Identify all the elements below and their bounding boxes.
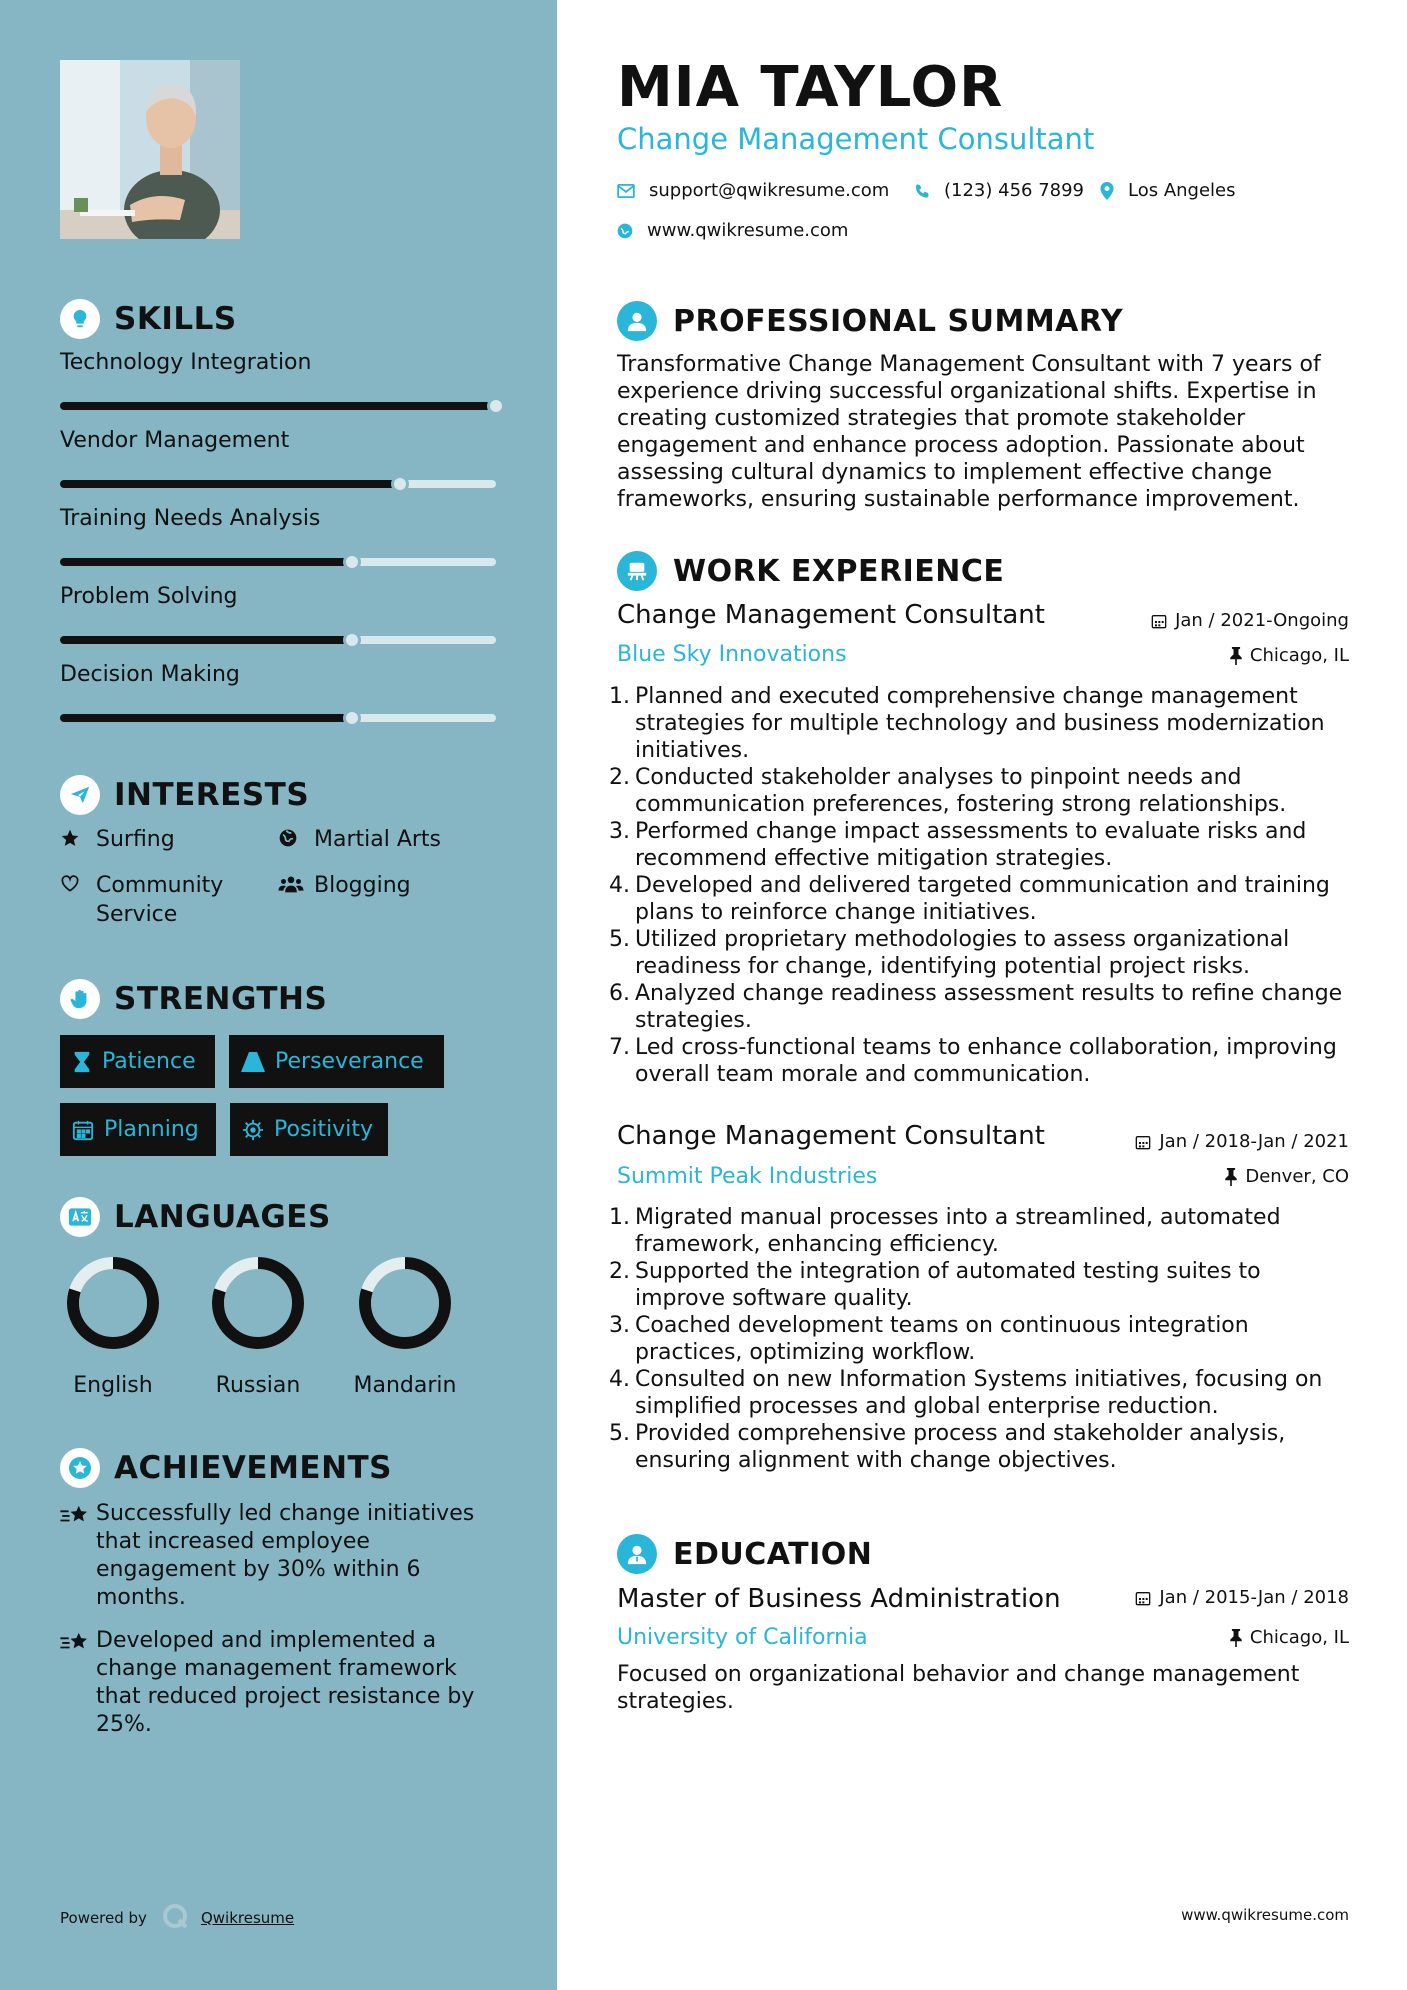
shooting-star-icon [60, 1627, 96, 1657]
user-icon [617, 301, 657, 341]
contact-email[interactable] [617, 180, 889, 201]
interest-label: Surfing [96, 827, 175, 852]
heart-outline-icon [60, 871, 90, 894]
phone-icon [914, 183, 930, 199]
paper-plane-icon [60, 775, 100, 815]
interest-item [60, 871, 260, 929]
skill-item [60, 428, 496, 453]
list-item: 6. Analyzed change readiness assessment results to refine change strategies. [609, 981, 1343, 1033]
footer-website[interactable]: www.qwikresume.com [1181, 1906, 1349, 1924]
education-date-text: Jan / 2015-Jan / 2018 [1159, 1587, 1349, 1608]
job-title: Change Management Consultant [617, 1121, 1045, 1151]
list-item: 7. Led cross-functional teams to enhance collaboration, improving overall team morale and communication. [609, 1035, 1337, 1087]
interest-label: Martial Arts [314, 827, 442, 852]
qwikresume-link[interactable]: Qwikresume [200, 1909, 295, 1927]
job-date-text: Jan / 2021-Ongoing [1175, 610, 1349, 631]
powered-by [60, 1902, 294, 1934]
powered-by-label: Powered by [60, 1909, 147, 1927]
list-item: 3. Coached development teams on continuous integration practices, optimizing workflow. [609, 1313, 1249, 1365]
interests-title: INTERESTS [114, 777, 310, 813]
education-title: EDUCATION [673, 1536, 873, 1572]
users-icon [278, 871, 308, 894]
skill-item [60, 584, 496, 609]
strength-badge [229, 1035, 444, 1088]
skill-item [60, 350, 496, 375]
skill-bar-knob [391, 475, 409, 493]
education-location [1230, 1627, 1349, 1648]
list-item: 2. Supported the integration of automated testing suites to improve software quality. [609, 1259, 1261, 1311]
skill-item [60, 506, 496, 531]
graduate-icon [617, 1534, 657, 1574]
strength-label: Patience [102, 1049, 196, 1074]
interest-item [60, 825, 175, 854]
pushpin-icon [1225, 1168, 1237, 1186]
skill-label: Decision Making [60, 662, 240, 687]
award-star-icon [60, 1448, 100, 1488]
skill-label: Problem Solving [60, 584, 238, 609]
skill-bar-fill [60, 480, 400, 488]
location-text: Los Angeles [1128, 180, 1236, 201]
achievements-title: ACHIEVEMENTS [114, 1450, 393, 1486]
skill-bar-fill [60, 558, 352, 566]
strength-label: Planning [104, 1117, 199, 1142]
education-date [1135, 1587, 1349, 1608]
interests-heading [60, 775, 309, 815]
job-responsibilities [609, 683, 1349, 1088]
interest-label: Blogging [314, 873, 411, 898]
strength-label: Perseverance [275, 1049, 424, 1074]
skill-bar-knob [343, 709, 361, 727]
language-label: Mandarin [353, 1373, 457, 1398]
list-item: 5. Utilized proprietary methodologies to assess organizational readiness for change, identifying potential project risks. [609, 927, 1290, 979]
skill-bar [60, 480, 496, 488]
job-date-text: Jan / 2018-Jan / 2021 [1159, 1131, 1349, 1152]
skill-bar [60, 402, 496, 410]
language-item [48, 1255, 178, 1398]
list-item: 3. Performed change impact assessments to evaluate risks and recommend effective mitigation strategies. [609, 819, 1307, 871]
phone-text: (123) 456 7899 [944, 180, 1085, 201]
language-item [193, 1255, 323, 1398]
school-name: University of California [617, 1625, 868, 1650]
job-date [1135, 1131, 1349, 1152]
education-description: Focused on organizational behavior and change management strategies. [617, 1662, 1300, 1714]
experience-heading [617, 551, 1004, 591]
contact-website[interactable] [617, 220, 848, 241]
skill-bar [60, 636, 496, 644]
language-ring [210, 1255, 306, 1351]
skill-bar-fill [60, 402, 496, 410]
skill-bar [60, 714, 496, 722]
hand-icon [60, 979, 100, 1019]
language-icon [60, 1197, 100, 1237]
briefcase-icon [617, 551, 657, 591]
skills-heading [60, 299, 237, 339]
education-heading [617, 1534, 872, 1574]
gear-icon [242, 1119, 264, 1141]
language-label: Russian [215, 1373, 301, 1398]
candidate-name: MIA TAYLOR [617, 55, 1004, 120]
interest-item [278, 871, 411, 900]
summary-heading [617, 301, 1123, 341]
calendar-icon [72, 1119, 94, 1141]
languages-heading [60, 1197, 331, 1237]
language-ring [65, 1255, 161, 1351]
strengths-heading [60, 979, 327, 1019]
calendar-icon [1135, 1590, 1151, 1606]
interest-label: Community Service [96, 873, 224, 927]
experience-title: WORK EXPERIENCE [673, 553, 1005, 589]
list-item: 4. Developed and delivered targeted communication and training plans to reinforce change initiatives. [609, 873, 1330, 925]
job-company: Blue Sky Innovations [617, 642, 847, 667]
skill-bar-knob [343, 631, 361, 649]
pushpin-icon [1230, 1629, 1242, 1647]
list-item: 1. Planned and executed comprehensive change management strategies for multiple technology and business modernization initiatives. [609, 684, 1325, 763]
skill-label: Training Needs Analysis [60, 506, 321, 531]
skill-label: Vendor Management [60, 428, 290, 453]
map-pin-icon [1100, 182, 1114, 200]
skill-bar [60, 558, 496, 566]
job-location [1225, 1166, 1349, 1187]
skill-bar-knob [343, 553, 361, 571]
language-item [340, 1255, 470, 1398]
skill-bar-fill [60, 636, 352, 644]
achievement-item [60, 1500, 500, 1612]
job-responsibilities [609, 1204, 1349, 1474]
hourglass-icon [72, 1051, 92, 1073]
strength-badge [230, 1103, 388, 1156]
skill-label: Technology Integration [60, 350, 312, 375]
strengths-title: STRENGTHS [114, 981, 328, 1017]
job-date [1151, 610, 1349, 631]
list-item: 5. Provided comprehensive process and stakeholder analysis, ensuring alignment with change objectives. [609, 1421, 1286, 1473]
job-location [1230, 645, 1349, 666]
strength-badge [60, 1035, 215, 1088]
list-item: 4. Consulted on new Information Systems initiatives, focusing on simplified processes and global enterprise reduction. [609, 1367, 1323, 1419]
skill-bar-fill [60, 714, 352, 722]
calendar-icon [1135, 1134, 1151, 1150]
contact-phone[interactable] [914, 180, 1084, 201]
summary-text: Transformative Change Management Consultant with 7 years of experience driving successful organizational shifts. Expertise in creating customized strategies that promote stakeholder engagement and enhance process adoption. Passionate about assessing cultural dynamics to implement effective change frameworks, ensuring sustainable performance improvement. [617, 352, 1321, 512]
envelope-icon [617, 184, 635, 198]
skill-bar-knob [487, 397, 505, 415]
list-item: 2. Conducted stakeholder analyses to pinpoint needs and communication preferences, fostering strong relationships. [609, 765, 1287, 817]
achievements-heading [60, 1448, 392, 1488]
website-text: www.qwikresume.com [647, 220, 849, 241]
list-item: 1. Migrated manual processes into a streamlined, automated framework, enhancing efficiency. [609, 1205, 1281, 1257]
job-company: Summit Peak Industries [617, 1164, 878, 1189]
pushpin-icon [1230, 647, 1242, 665]
shooting-star-icon [60, 1500, 96, 1530]
summary-title: PROFESSIONAL SUMMARY [673, 303, 1124, 339]
degree-title: Master of Business Administration [617, 1584, 1061, 1614]
achievement-text: Developed and implemented a change management framework that reduced project resistance by 25%. [96, 1628, 475, 1737]
job-title: Change Management Consultant [617, 600, 1045, 630]
star-icon [60, 825, 90, 848]
lightbulb-icon [60, 299, 100, 339]
languages-title: LANGUAGES [114, 1199, 331, 1235]
achievement-item [60, 1627, 500, 1739]
skills-title: SKILLS [114, 301, 237, 337]
achievement-text: Successfully led change initiatives that increased employee engagement by 30% within 6 months. [96, 1501, 475, 1610]
job-location-text: Chicago, IL [1249, 645, 1349, 666]
language-label: English [73, 1373, 153, 1398]
candidate-role: Change Management Consultant [617, 122, 1095, 156]
strength-badge [60, 1103, 216, 1156]
job-location-text: Denver, CO [1245, 1166, 1349, 1187]
contact-location [1100, 180, 1236, 201]
qwikresume-logo [161, 1902, 189, 1934]
interest-item [278, 825, 441, 854]
globe-icon [278, 825, 308, 848]
skill-item [60, 662, 496, 687]
strength-label: Positivity [274, 1117, 374, 1142]
education-location-text: Chicago, IL [1249, 1627, 1349, 1648]
road-icon [241, 1052, 265, 1072]
calendar-icon [1151, 613, 1167, 629]
language-ring [357, 1255, 453, 1351]
email-text: support@qwikresume.com [649, 180, 890, 201]
globe-icon [617, 223, 633, 239]
profile-photo [60, 60, 240, 239]
